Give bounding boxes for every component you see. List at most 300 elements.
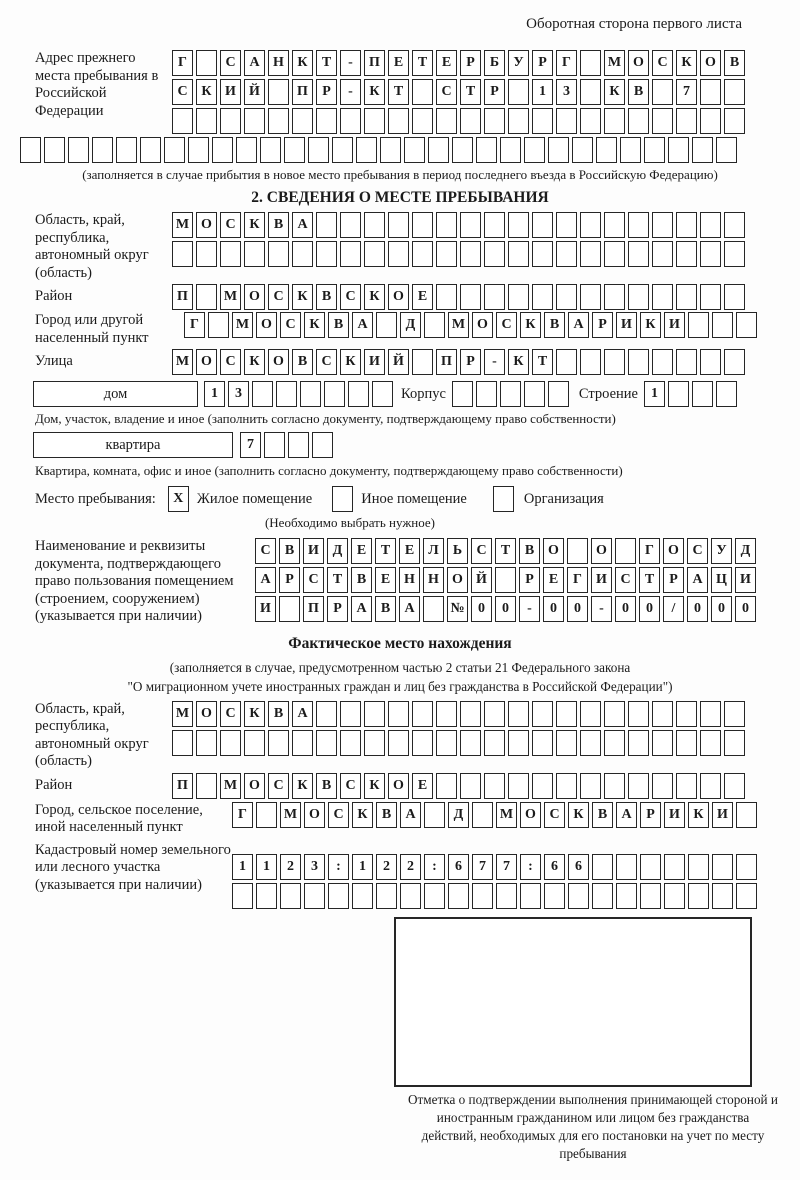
char-cell[interactable] — [496, 883, 517, 909]
char-cell[interactable] — [724, 730, 745, 756]
char-cell[interactable]: И — [591, 567, 612, 593]
char-cell[interactable] — [664, 883, 685, 909]
char-cell[interactable]: И — [712, 802, 733, 828]
char-cell[interactable] — [616, 883, 637, 909]
char-cell[interactable] — [724, 701, 745, 727]
char-cell[interactable] — [196, 50, 217, 76]
char-cell[interactable] — [580, 730, 601, 756]
char-cell[interactable]: У — [711, 538, 732, 564]
char-cell[interactable] — [424, 883, 445, 909]
char-cell[interactable]: К — [292, 773, 313, 799]
char-cell[interactable]: Й — [471, 567, 492, 593]
char-cell[interactable]: О — [388, 773, 409, 799]
char-cell[interactable] — [700, 212, 721, 238]
char-cell[interactable]: Р — [640, 802, 661, 828]
char-cell[interactable] — [448, 883, 469, 909]
char-cell[interactable] — [436, 241, 457, 267]
char-cell[interactable] — [452, 381, 473, 407]
char-cell[interactable] — [580, 108, 601, 134]
char-cell[interactable]: О — [196, 349, 217, 375]
char-cell[interactable]: В — [592, 802, 613, 828]
char-cell[interactable]: Т — [316, 50, 337, 76]
char-cell[interactable] — [628, 773, 649, 799]
char-cell[interactable] — [412, 349, 433, 375]
char-cell[interactable]: 3 — [304, 854, 325, 880]
char-cell[interactable] — [712, 883, 733, 909]
char-cell[interactable] — [676, 212, 697, 238]
char-cell[interactable]: С — [255, 538, 276, 564]
char-cell[interactable] — [292, 730, 313, 756]
char-cell[interactable]: К — [292, 50, 313, 76]
char-cell[interactable]: Е — [436, 50, 457, 76]
char-cell[interactable]: 1 — [532, 79, 553, 105]
char-cell[interactable] — [580, 349, 601, 375]
char-cell[interactable] — [484, 730, 505, 756]
char-cell[interactable] — [484, 212, 505, 238]
char-cell[interactable]: Е — [543, 567, 564, 593]
char-cell[interactable]: Р — [460, 349, 481, 375]
char-cell[interactable] — [508, 773, 529, 799]
char-cell[interactable]: Р — [460, 50, 481, 76]
char-cell[interactable] — [652, 730, 673, 756]
char-cell[interactable] — [580, 79, 601, 105]
char-cell[interactable]: Р — [279, 567, 300, 593]
char-cell[interactable] — [736, 854, 757, 880]
char-cell[interactable] — [116, 137, 137, 163]
char-cell[interactable]: Г — [172, 50, 193, 76]
char-cell[interactable] — [196, 730, 217, 756]
char-cell[interactable]: В — [375, 596, 396, 622]
char-cell[interactable]: В — [544, 312, 565, 338]
char-cell[interactable]: О — [388, 284, 409, 310]
char-cell[interactable]: В — [724, 50, 745, 76]
char-cell[interactable] — [260, 137, 281, 163]
char-cell[interactable] — [364, 212, 385, 238]
char-cell[interactable] — [676, 773, 697, 799]
char-cell[interactable] — [164, 137, 185, 163]
char-cell[interactable] — [640, 883, 661, 909]
char-cell[interactable] — [556, 108, 577, 134]
char-cell[interactable]: У — [508, 50, 529, 76]
char-cell[interactable]: Т — [388, 79, 409, 105]
char-cell[interactable] — [208, 312, 229, 338]
char-cell[interactable]: № — [447, 596, 468, 622]
char-cell[interactable] — [364, 241, 385, 267]
char-cell[interactable]: Г — [639, 538, 660, 564]
char-cell[interactable]: А — [616, 802, 637, 828]
char-cell[interactable]: Т — [639, 567, 660, 593]
char-cell[interactable] — [288, 432, 309, 458]
char-cell[interactable]: К — [364, 79, 385, 105]
char-cell[interactable]: Ь — [447, 538, 468, 564]
char-cell[interactable] — [436, 701, 457, 727]
char-cell[interactable]: Д — [327, 538, 348, 564]
char-cell[interactable] — [472, 883, 493, 909]
char-cell[interactable] — [508, 108, 529, 134]
char-cell[interactable] — [544, 883, 565, 909]
char-cell[interactable] — [388, 701, 409, 727]
char-cell[interactable] — [668, 381, 689, 407]
char-cell[interactable]: Р — [316, 79, 337, 105]
char-cell[interactable] — [736, 883, 757, 909]
char-cell[interactable]: К — [304, 312, 325, 338]
char-cell[interactable] — [495, 567, 516, 593]
char-cell[interactable]: 1 — [352, 854, 373, 880]
char-cell[interactable] — [652, 79, 673, 105]
char-cell[interactable]: С — [303, 567, 324, 593]
char-cell[interactable] — [556, 730, 577, 756]
char-cell[interactable] — [724, 773, 745, 799]
char-cell[interactable]: Г — [567, 567, 588, 593]
char-cell[interactable] — [196, 108, 217, 134]
char-cell[interactable]: К — [244, 212, 265, 238]
char-cell[interactable] — [332, 137, 353, 163]
char-cell[interactable]: К — [688, 802, 709, 828]
char-cell[interactable] — [292, 108, 313, 134]
char-cell[interactable] — [580, 212, 601, 238]
char-cell[interactable] — [592, 854, 613, 880]
char-cell[interactable]: 6 — [544, 854, 565, 880]
char-cell[interactable]: Е — [351, 538, 372, 564]
char-cell[interactable] — [412, 701, 433, 727]
char-cell[interactable]: К — [196, 79, 217, 105]
char-cell[interactable] — [652, 241, 673, 267]
char-cell[interactable]: А — [255, 567, 276, 593]
char-cell[interactable] — [364, 730, 385, 756]
char-cell[interactable]: А — [399, 596, 420, 622]
char-cell[interactable]: А — [400, 802, 421, 828]
char-cell[interactable]: Р — [663, 567, 684, 593]
char-cell[interactable]: С — [436, 79, 457, 105]
char-cell[interactable]: О — [304, 802, 325, 828]
char-cell[interactable] — [668, 137, 689, 163]
char-cell[interactable]: С — [496, 312, 517, 338]
char-cell[interactable] — [580, 701, 601, 727]
char-cell[interactable] — [580, 773, 601, 799]
char-cell[interactable]: А — [292, 212, 313, 238]
char-cell[interactable] — [592, 883, 613, 909]
char-cell[interactable]: / — [663, 596, 684, 622]
char-cell[interactable] — [196, 284, 217, 310]
char-cell[interactable] — [724, 79, 745, 105]
char-cell[interactable]: И — [664, 802, 685, 828]
char-cell[interactable]: М — [280, 802, 301, 828]
char-cell[interactable]: В — [316, 773, 337, 799]
char-cell[interactable] — [460, 241, 481, 267]
char-cell[interactable]: Е — [399, 538, 420, 564]
char-cell[interactable] — [532, 701, 553, 727]
char-cell[interactable]: 1 — [256, 854, 277, 880]
char-cell[interactable]: 3 — [556, 79, 577, 105]
char-cell[interactable]: С — [471, 538, 492, 564]
char-cell[interactable] — [460, 108, 481, 134]
char-cell[interactable]: : — [328, 854, 349, 880]
char-cell[interactable] — [524, 381, 545, 407]
char-cell[interactable] — [652, 284, 673, 310]
char-cell[interactable] — [700, 701, 721, 727]
char-cell[interactable] — [548, 137, 569, 163]
char-cell[interactable]: Д — [400, 312, 421, 338]
char-cell[interactable]: О — [520, 802, 541, 828]
char-cell[interactable]: В — [316, 284, 337, 310]
char-cell[interactable]: О — [256, 312, 277, 338]
char-cell[interactable] — [340, 108, 361, 134]
char-cell[interactable] — [244, 241, 265, 267]
char-cell[interactable] — [316, 241, 337, 267]
char-cell[interactable] — [172, 241, 193, 267]
char-cell[interactable]: А — [244, 50, 265, 76]
char-cell[interactable] — [652, 349, 673, 375]
char-cell[interactable] — [724, 284, 745, 310]
char-cell[interactable] — [604, 701, 625, 727]
char-cell[interactable] — [508, 212, 529, 238]
char-cell[interactable]: О — [472, 312, 493, 338]
char-cell[interactable] — [476, 381, 497, 407]
char-cell[interactable] — [252, 381, 273, 407]
char-cell[interactable] — [532, 241, 553, 267]
char-cell[interactable] — [700, 773, 721, 799]
char-cell[interactable]: - — [340, 79, 361, 105]
char-cell[interactable]: Н — [423, 567, 444, 593]
char-cell[interactable]: С — [340, 284, 361, 310]
char-cell[interactable] — [724, 212, 745, 238]
char-cell[interactable] — [220, 730, 241, 756]
char-cell[interactable] — [308, 137, 329, 163]
char-cell[interactable]: С — [316, 349, 337, 375]
char-cell[interactable] — [388, 212, 409, 238]
char-cell[interactable]: Й — [388, 349, 409, 375]
char-cell[interactable]: Н — [399, 567, 420, 593]
char-cell[interactable]: К — [604, 79, 625, 105]
char-cell[interactable] — [428, 137, 449, 163]
char-cell[interactable] — [276, 381, 297, 407]
char-cell[interactable] — [620, 137, 641, 163]
char-cell[interactable]: И — [220, 79, 241, 105]
char-cell[interactable]: Р — [327, 596, 348, 622]
char-cell[interactable] — [724, 108, 745, 134]
char-cell[interactable]: С — [268, 284, 289, 310]
char-cell[interactable]: Т — [375, 538, 396, 564]
char-cell[interactable]: 7 — [496, 854, 517, 880]
char-cell[interactable] — [692, 137, 713, 163]
char-cell[interactable]: 3 — [228, 381, 249, 407]
char-cell[interactable]: К — [364, 773, 385, 799]
char-cell[interactable]: Н — [268, 50, 289, 76]
char-cell[interactable] — [400, 883, 421, 909]
char-cell[interactable] — [500, 381, 521, 407]
char-cell[interactable] — [532, 108, 553, 134]
char-cell[interactable] — [532, 730, 553, 756]
char-cell[interactable] — [412, 212, 433, 238]
char-cell[interactable]: П — [436, 349, 457, 375]
char-cell[interactable] — [364, 108, 385, 134]
char-cell[interactable] — [268, 241, 289, 267]
char-cell[interactable] — [508, 79, 529, 105]
char-cell[interactable]: А — [351, 596, 372, 622]
char-cell[interactable]: В — [519, 538, 540, 564]
char-cell[interactable]: К — [244, 701, 265, 727]
char-cell[interactable] — [436, 730, 457, 756]
char-cell[interactable] — [424, 802, 445, 828]
char-cell[interactable] — [676, 241, 697, 267]
char-cell[interactable] — [376, 312, 397, 338]
char-cell[interactable]: С — [280, 312, 301, 338]
char-cell[interactable] — [484, 284, 505, 310]
char-cell[interactable] — [364, 701, 385, 727]
char-cell[interactable]: В — [628, 79, 649, 105]
char-cell[interactable] — [556, 773, 577, 799]
char-cell[interactable] — [500, 137, 521, 163]
char-cell[interactable]: О — [447, 567, 468, 593]
char-cell[interactable] — [736, 312, 757, 338]
char-cell[interactable]: С — [544, 802, 565, 828]
char-cell[interactable]: Л — [423, 538, 444, 564]
char-cell[interactable] — [688, 854, 709, 880]
char-cell[interactable]: П — [172, 284, 193, 310]
char-cell[interactable] — [356, 137, 377, 163]
char-cell[interactable]: 0 — [687, 596, 708, 622]
char-cell[interactable] — [460, 212, 481, 238]
char-cell[interactable] — [556, 349, 577, 375]
char-cell[interactable] — [436, 108, 457, 134]
stay-option-checkbox-organization[interactable] — [493, 486, 514, 512]
char-cell[interactable]: П — [303, 596, 324, 622]
char-cell[interactable] — [652, 108, 673, 134]
char-cell[interactable] — [232, 883, 253, 909]
char-cell[interactable]: К — [508, 349, 529, 375]
char-cell[interactable] — [596, 137, 617, 163]
char-cell[interactable] — [532, 773, 553, 799]
char-cell[interactable] — [316, 730, 337, 756]
char-cell[interactable] — [404, 137, 425, 163]
char-cell[interactable]: О — [268, 349, 289, 375]
char-cell[interactable]: С — [615, 567, 636, 593]
char-cell[interactable]: О — [244, 284, 265, 310]
char-cell[interactable] — [508, 701, 529, 727]
char-cell[interactable]: 7 — [240, 432, 261, 458]
char-cell[interactable]: С — [340, 773, 361, 799]
char-cell[interactable]: 1 — [232, 854, 253, 880]
char-cell[interactable] — [436, 212, 457, 238]
char-cell[interactable]: 0 — [615, 596, 636, 622]
char-cell[interactable] — [664, 854, 685, 880]
char-cell[interactable] — [140, 137, 161, 163]
char-cell[interactable]: И — [664, 312, 685, 338]
char-cell[interactable] — [520, 883, 541, 909]
char-cell[interactable] — [604, 730, 625, 756]
char-cell[interactable] — [256, 802, 277, 828]
char-cell[interactable]: Т — [532, 349, 553, 375]
char-cell[interactable]: Й — [244, 79, 265, 105]
char-cell[interactable]: С — [687, 538, 708, 564]
char-cell[interactable]: В — [351, 567, 372, 593]
char-cell[interactable]: Р — [532, 50, 553, 76]
char-cell[interactable]: К — [292, 284, 313, 310]
char-cell[interactable] — [388, 108, 409, 134]
char-cell[interactable] — [268, 730, 289, 756]
char-cell[interactable] — [264, 432, 285, 458]
char-cell[interactable]: Д — [735, 538, 756, 564]
char-cell[interactable] — [700, 284, 721, 310]
char-cell[interactable]: С — [652, 50, 673, 76]
char-cell[interactable] — [604, 241, 625, 267]
char-cell[interactable]: П — [364, 50, 385, 76]
char-cell[interactable] — [436, 773, 457, 799]
char-cell[interactable]: М — [172, 349, 193, 375]
char-cell[interactable]: И — [303, 538, 324, 564]
char-cell[interactable] — [716, 137, 737, 163]
char-cell[interactable]: М — [172, 701, 193, 727]
char-cell[interactable]: К — [676, 50, 697, 76]
char-cell[interactable]: С — [268, 773, 289, 799]
char-cell[interactable] — [388, 241, 409, 267]
char-cell[interactable] — [372, 381, 393, 407]
char-cell[interactable]: 7 — [472, 854, 493, 880]
char-cell[interactable] — [423, 596, 444, 622]
char-cell[interactable]: 0 — [543, 596, 564, 622]
char-cell[interactable] — [604, 212, 625, 238]
char-cell[interactable]: 0 — [495, 596, 516, 622]
char-cell[interactable]: О — [196, 701, 217, 727]
char-cell[interactable] — [476, 137, 497, 163]
char-cell[interactable]: О — [196, 212, 217, 238]
char-cell[interactable] — [244, 730, 265, 756]
char-cell[interactable] — [700, 349, 721, 375]
char-cell[interactable] — [524, 137, 545, 163]
char-cell[interactable]: К — [520, 312, 541, 338]
char-cell[interactable] — [700, 730, 721, 756]
char-cell[interactable] — [460, 284, 481, 310]
char-cell[interactable] — [172, 730, 193, 756]
char-cell[interactable]: : — [424, 854, 445, 880]
char-cell[interactable] — [460, 773, 481, 799]
char-cell[interactable] — [556, 212, 577, 238]
char-cell[interactable]: И — [616, 312, 637, 338]
char-cell[interactable] — [628, 241, 649, 267]
char-cell[interactable] — [688, 312, 709, 338]
char-cell[interactable] — [716, 381, 737, 407]
char-cell[interactable] — [484, 241, 505, 267]
char-cell[interactable]: 0 — [639, 596, 660, 622]
char-cell[interactable]: М — [604, 50, 625, 76]
char-cell[interactable]: А — [292, 701, 313, 727]
char-cell[interactable]: К — [568, 802, 589, 828]
char-cell[interactable] — [580, 241, 601, 267]
char-cell[interactable]: 0 — [471, 596, 492, 622]
char-cell[interactable] — [700, 108, 721, 134]
char-cell[interactable] — [316, 701, 337, 727]
char-cell[interactable] — [68, 137, 89, 163]
char-cell[interactable]: Е — [388, 50, 409, 76]
char-cell[interactable]: П — [292, 79, 313, 105]
char-cell[interactable]: Т — [327, 567, 348, 593]
char-cell[interactable] — [268, 108, 289, 134]
char-cell[interactable] — [20, 137, 41, 163]
char-cell[interactable]: К — [364, 284, 385, 310]
char-cell[interactable] — [604, 773, 625, 799]
char-cell[interactable]: Г — [232, 802, 253, 828]
char-cell[interactable] — [196, 241, 217, 267]
char-cell[interactable]: 0 — [567, 596, 588, 622]
char-cell[interactable] — [312, 432, 333, 458]
char-cell[interactable] — [268, 79, 289, 105]
char-cell[interactable]: Р — [592, 312, 613, 338]
char-cell[interactable]: Т — [412, 50, 433, 76]
char-cell[interactable]: 7 — [676, 79, 697, 105]
char-cell[interactable]: М — [220, 284, 241, 310]
char-cell[interactable] — [376, 883, 397, 909]
char-cell[interactable]: Б — [484, 50, 505, 76]
